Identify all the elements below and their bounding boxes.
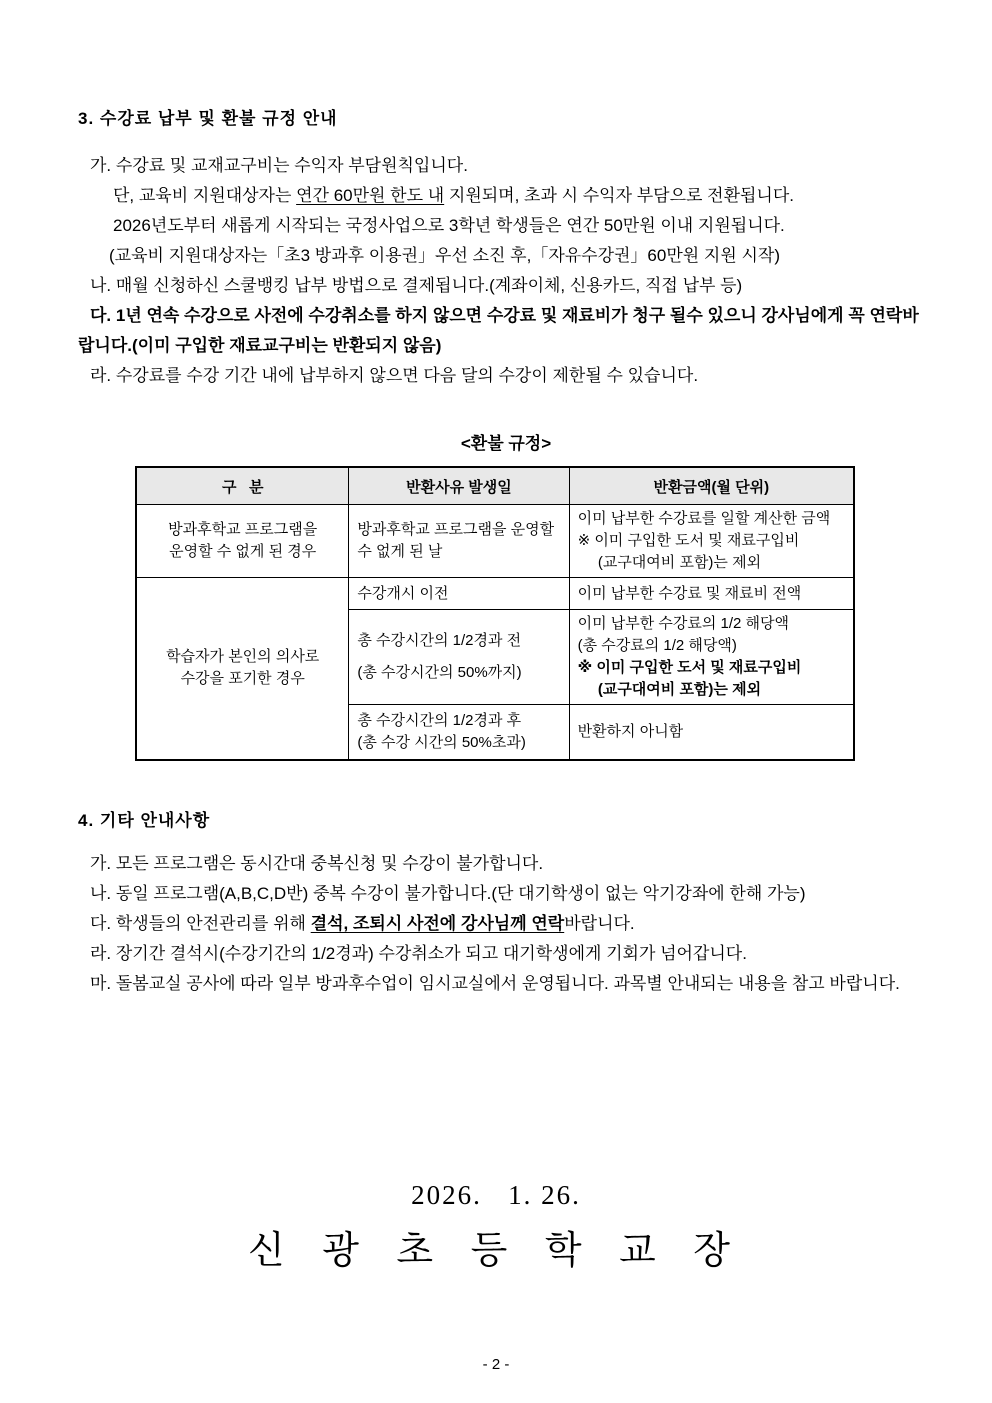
cell-event-date-2b [349,610,569,705]
cell-event-date-2a [349,578,569,610]
ga-sub1-pre: 단, 교육비 지원대상자는 [113,186,297,205]
document-date: 2026. 1. 26. [411,1180,581,1210]
item-4-ra: 라. 장기간 결석시(수강기간의 1/2경과) 수강취소가 되고 대기학생에게 기회가 넘어갑니다. [90,944,747,963]
cell-category-1: 방과후학교 프로그램을 운영할 수 없게 된 경우 [136,505,349,578]
section-4-items [78,849,934,999]
amount-2b-note: ※ 이미 구입한 도서 및 재료구입비(교구대여비 포함)는 제외 [577,659,802,698]
item-4-ga: 가. 모든 프로그램은 동시간대 중복신청 및 수강이 불가합니다. [90,854,544,873]
cell-amount-2a [569,578,854,610]
cell-category-2: 학습자가 본인의 의사로 수강을 포기한 경우 [136,578,349,760]
event-date-2c-line1: 총 수강시간의 1/2경과 후 [357,711,522,729]
refund-table-title: <환불 규정> [460,434,552,453]
table-row-program-cancelled [136,505,854,578]
amount-1-note: ※ 이미 구입한 도서 및 재료구입비(교구대여비 포함)는 제외 [577,532,800,571]
item-da: 다. 1년 연속 수강으로 사전에 수강취소를 하지 않으면 수강료 및 재료비가 청구 될수 있으니 강사님에게 꼭 연락바랍니다.(이미 구입한 재료교구비는 반환되지 않음) [78,306,919,355]
item-4-ma: 마. 돌봄교실 공사에 따라 일부 방과후수업이 임시교실에서 운영됩니다. 과목별 안내되는 내용을 참고 바랍니다. [90,974,900,993]
header-refund-amount: 반환금액(월 단위) [569,467,854,505]
ga-sub1-post: 지원되며, 초과 시 수익자 부담으로 전환됩니다. [444,186,794,205]
section-4-other-notices [78,806,934,999]
page-number: - 2 - [482,1356,510,1373]
item-4-na: 나. 동일 프로그램(A,B,C,D반) 중복 수강이 불가합니다.(단 대기학생이 없는 악기강좌에 한해 가능) [90,884,806,903]
da-emphasis: 결석, 조퇴시 사전에 강사님께 연락 [310,914,565,933]
da-pre: 다. 학생들의 안전관리를 위해 [90,914,311,933]
amount-2c-text: 반환하지 아니함 [577,722,684,740]
ga-sub1-underlined: 연간 60만원 한도 내 [296,186,445,205]
amount-2b-line1: 이미 납부한 수강료의 1/2 해당액 [577,615,789,632]
event-date-2a-text: 수강개시 이전 [357,584,449,602]
cell-event-date-1 [349,505,569,578]
table-row-learner-quit-before-start [136,578,854,610]
item-4-da [78,909,934,939]
cell-amount-1 [569,505,854,578]
amount-1-line1: 이미 납부한 수강료를 일할 계산한 금액 [577,510,831,527]
item-ga-sub2: 2026년도부터 새롭게 시작되는 국정사업으로 3학년 학생들은 연간 50만원 이내 지원됩니다. [113,216,785,235]
event-date-1-text: 방과후학교 프로그램을 운영할 수 없게 된 날 [357,521,555,560]
cell-event-date-2c [349,705,569,760]
refund-table [135,466,855,761]
item-ra: 라. 수강료를 수강 기간 내에 납부하지 않으면 다음 달의 수강이 제한될 수 있습니다. [90,366,699,385]
header-category [136,467,349,505]
event-date-2b-line2: (총 수강시간의 50%까지) [357,664,522,681]
item-ga-sub1 [78,181,934,211]
refund-table-header-row [136,467,854,505]
section-3-payment-refund [78,104,934,761]
header-event-date: 반환사유 발생일 [349,467,569,505]
section-3-items [78,151,934,391]
principal-signature: 신 광 초 등 학 교 장 [248,1230,744,1272]
item-ga-sub3: (교육비 지원대상자는「초3 방과후 이용권」우선 소진 후,「자유수강권」60만원 지원 시작) [109,246,780,265]
amount-2b-line2: (총 수강료의 1/2 해당액) [577,637,737,654]
cell-amount-2c [569,705,854,760]
section-3-heading: 3. 수강료 납부 및 환불 규정 안내 [78,109,338,128]
section-4-heading: 4. 기타 안내사항 [78,811,211,830]
item-na: 나. 매월 신청하신 스쿨뱅킹 납부 방법으로 결제됩니다.(계좌이체, 신용카드, 직접 납부 등) [90,276,743,295]
event-date-2b-line1: 총 수강시간의 1/2경과 전 [357,632,522,649]
event-date-2c-line2: (총 수강 시간의 50%초과) [357,733,526,751]
item-ga: 가. 수강료 및 교재교구비는 수익자 부담원칙입니다. [90,156,468,175]
header-category-label: 구 분 [221,478,264,496]
amount-2a-text: 이미 납부한 수강료 및 재료비 전액 [577,584,802,602]
da-post: 바랍니다. [564,914,635,933]
cell-amount-2b [569,610,854,705]
